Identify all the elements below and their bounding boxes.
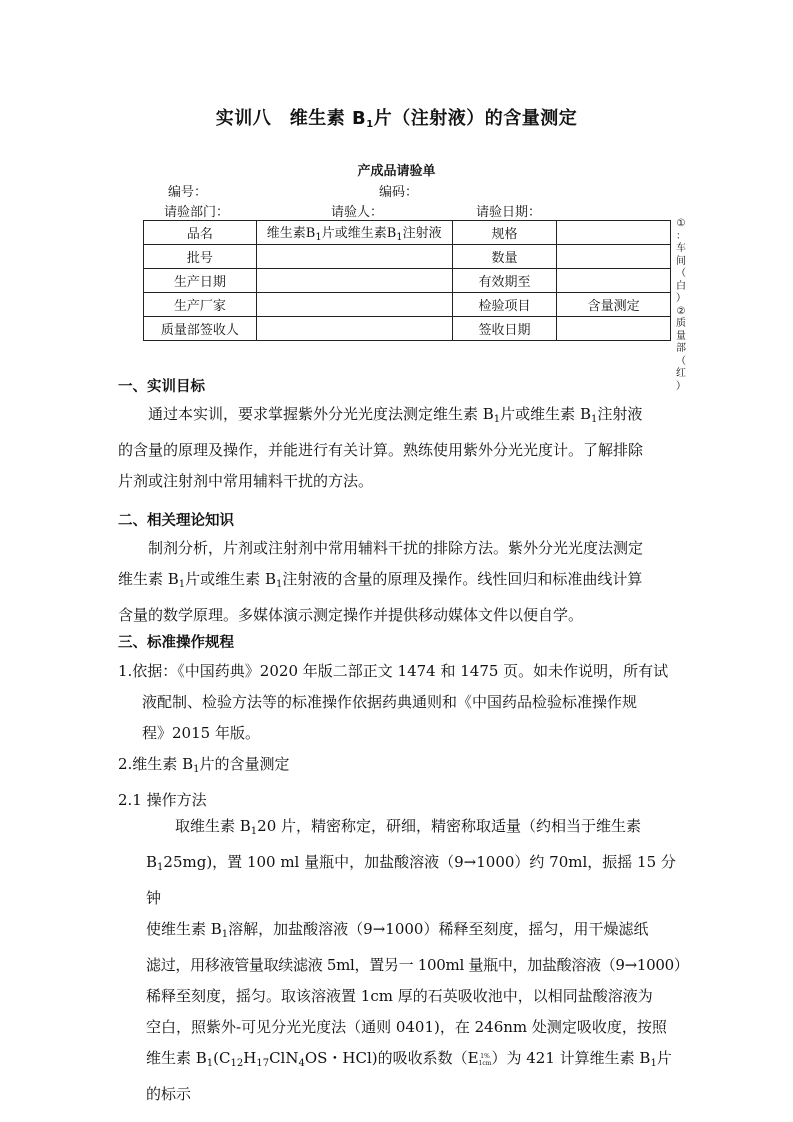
table-cell: 生产日期 (144, 269, 257, 293)
paragraph-line: 程》2015 年版。 (142, 724, 260, 742)
subscript: 1 (221, 929, 229, 940)
table-cell: 质量部签收人 (144, 317, 257, 341)
table-cell (557, 317, 671, 341)
table-cell: 品名 (144, 221, 257, 245)
document-title (0, 104, 793, 130)
absorptivity-scripts (479, 1053, 492, 1067)
paragraph-line: 液配制、检验方法等的标准操作依据药典通则和《中国药品检验标准操作规 (142, 693, 638, 711)
cell-text: 注射液 (402, 226, 442, 241)
text: 20 片，精密称定，研细，精密称取适量（约相当于维生素 (257, 817, 642, 835)
paragraph-line (146, 847, 686, 914)
text: H (243, 1049, 257, 1067)
side-char: ） (676, 380, 686, 392)
paragraph-line (118, 399, 678, 435)
side-char: 车 (676, 243, 686, 254)
code2-label: 编码： (379, 185, 419, 200)
table-cell (256, 317, 452, 341)
paragraph-line: 空白，照紫外-可见分光光度法（通则 0401)，在 246nm 处测定吸收度，按照 (146, 1018, 667, 1036)
date-label: 请验日期： (476, 205, 542, 220)
text: 片的含量测定 (199, 755, 290, 773)
paragraph-line (118, 564, 678, 600)
paragraph-line: 滤过，用移液管量取续滤液 5ml，置另一 100ml 量瓶中，加盐酸溶液（9→1000） (146, 956, 689, 974)
table-cell: 生产厂家 (144, 293, 257, 317)
code-label: 编号： (168, 185, 208, 200)
text: 使维生素 B (146, 920, 222, 938)
table-cell (557, 221, 671, 245)
paragraph-line (146, 811, 686, 847)
table-cell (557, 245, 671, 269)
paragraph-line: 含量的数学原理。多媒体演示测定操作并提供移动媒体文件以便自学。 (118, 606, 584, 624)
cell-subscript: 1 (315, 232, 322, 243)
operation-method-body (146, 811, 689, 1110)
text: 取维生素 B (175, 817, 251, 835)
side-char: 白 (676, 280, 686, 292)
paragraph-line: 制剂分析，片剂或注射剂中常用辅料干扰的排除方法。紫外分光光度法测定 (148, 539, 644, 557)
side-char: ： (676, 230, 686, 242)
title-subscript: 1 (366, 119, 374, 130)
subscript: 17 (256, 1058, 270, 1069)
table-row (144, 245, 671, 269)
side-char: 红 (676, 368, 686, 379)
form-title: 产成品请验单 (357, 164, 436, 179)
side-char: ② (676, 305, 686, 317)
subscript: 1 (275, 579, 283, 590)
person-label: 请验人： (331, 205, 384, 220)
subscript: 1 (250, 826, 258, 837)
side-char: ① (676, 218, 686, 229)
text: B (146, 853, 158, 871)
text: ）为 421 计算维生素 B (491, 1049, 651, 1067)
text: 2.维生素 B (118, 755, 194, 773)
copy-distribution-note (674, 218, 688, 393)
table-cell: 签收日期 (452, 317, 557, 341)
title-text: 实训八 维生素 B (215, 108, 367, 129)
cell-subscript: 1 (396, 232, 403, 243)
section-3-body (118, 656, 683, 816)
request-form-table (143, 220, 671, 341)
cell-text: 维生素B (266, 226, 316, 241)
paragraph-line: 稀释至刻度，摇匀。取该溶液置 1cm 厚的石英吸收池中，以相同盐酸溶液为 (146, 987, 653, 1005)
text: 通过本实训，要求掌握紫外分光光度法测定维生素 B (148, 405, 494, 423)
side-char: 间 (676, 255, 686, 267)
table-row (144, 221, 671, 245)
table-row (144, 293, 671, 317)
side-char: 量 (676, 330, 686, 342)
text: OS・HCl)的吸收系数（E (304, 1049, 479, 1067)
text: (C (213, 1049, 231, 1067)
side-char: ） (676, 293, 686, 304)
table-cell-product (256, 221, 452, 245)
table-row (144, 269, 671, 293)
dept-label: 请验部门： (164, 205, 230, 220)
subheading-method: 2.1 操作方法 (118, 791, 207, 809)
table-cell: 检验项目 (452, 293, 557, 317)
subscript: 1 (590, 414, 598, 425)
table-cell: 数量 (452, 245, 557, 269)
table-cell (256, 269, 452, 293)
section-heading-sop: 三、标准操作规程 (118, 635, 234, 651)
text: 注射液 (597, 405, 643, 423)
subscript: 1 (178, 579, 186, 590)
paragraph-line: 的含量的原理及操作，并能进行有关计算。熟练使用紫外分光光度计。了解排除 (118, 441, 644, 459)
text: 注射液的含量的原理及操作。线性回归和标准曲线计算 (282, 570, 643, 588)
subscript: 1 (157, 862, 164, 873)
text: 片的标示 (146, 1049, 672, 1103)
text: 25mg)，置 100 ml 量瓶中，加盐酸溶液（9→1000）约 70ml，振摇 15 分钟 (146, 853, 676, 907)
paragraph-line (146, 1043, 686, 1110)
subscript: 12 (230, 1058, 244, 1069)
subscript: 1 (206, 1058, 214, 1069)
text: 维生素 B (146, 1049, 207, 1067)
text: ClN (269, 1049, 299, 1067)
side-char: （ (676, 268, 686, 279)
table-cell: 含量测定 (557, 293, 671, 317)
text: 片或维生素 B (500, 405, 591, 423)
list-item-assay (118, 749, 683, 785)
section-1-body (118, 399, 678, 497)
title-text-end: 片（注射液）的含量测定 (373, 108, 578, 129)
table-cell (256, 245, 452, 269)
subscript: 4 (298, 1058, 305, 1069)
table-cell: 有效期至 (452, 269, 557, 293)
subscript: 1 (650, 1058, 657, 1069)
subscript: 1 (493, 414, 501, 425)
side-char: 质 (676, 318, 686, 329)
text: 维生素 B (118, 570, 179, 588)
table-cell: 规格 (452, 221, 557, 245)
cell-text: 片或维生素B (321, 226, 397, 241)
paragraph-line (146, 914, 686, 950)
section-2-body (118, 533, 678, 631)
table-cell (256, 293, 452, 317)
superscript: 1% (480, 1053, 490, 1060)
subscript: 1 (193, 764, 200, 775)
side-char: （ (676, 355, 686, 367)
paragraph-line: 片剂或注射剂中常用辅料干扰的方法。 (118, 472, 374, 490)
subscript: 1cm (478, 1060, 492, 1067)
list-item-basis: 1.依据：《中国药典》2020 年版二部正文 1474 和 1475 页。如未作说明，所有试 (118, 662, 669, 680)
side-char: 部 (676, 343, 686, 354)
section-heading-theory: 二、相关理论知识 (118, 513, 234, 529)
text: 片或维生素 B (185, 570, 276, 588)
section-heading-objectives: 一、实训目标 (118, 379, 205, 395)
text: 溶解，加盐酸溶液（9→1000）稀释至刻度，摇匀，用干燥滤纸 (228, 920, 649, 938)
table-cell: 批号 (144, 245, 257, 269)
table-row (144, 317, 671, 341)
table-cell (557, 269, 671, 293)
